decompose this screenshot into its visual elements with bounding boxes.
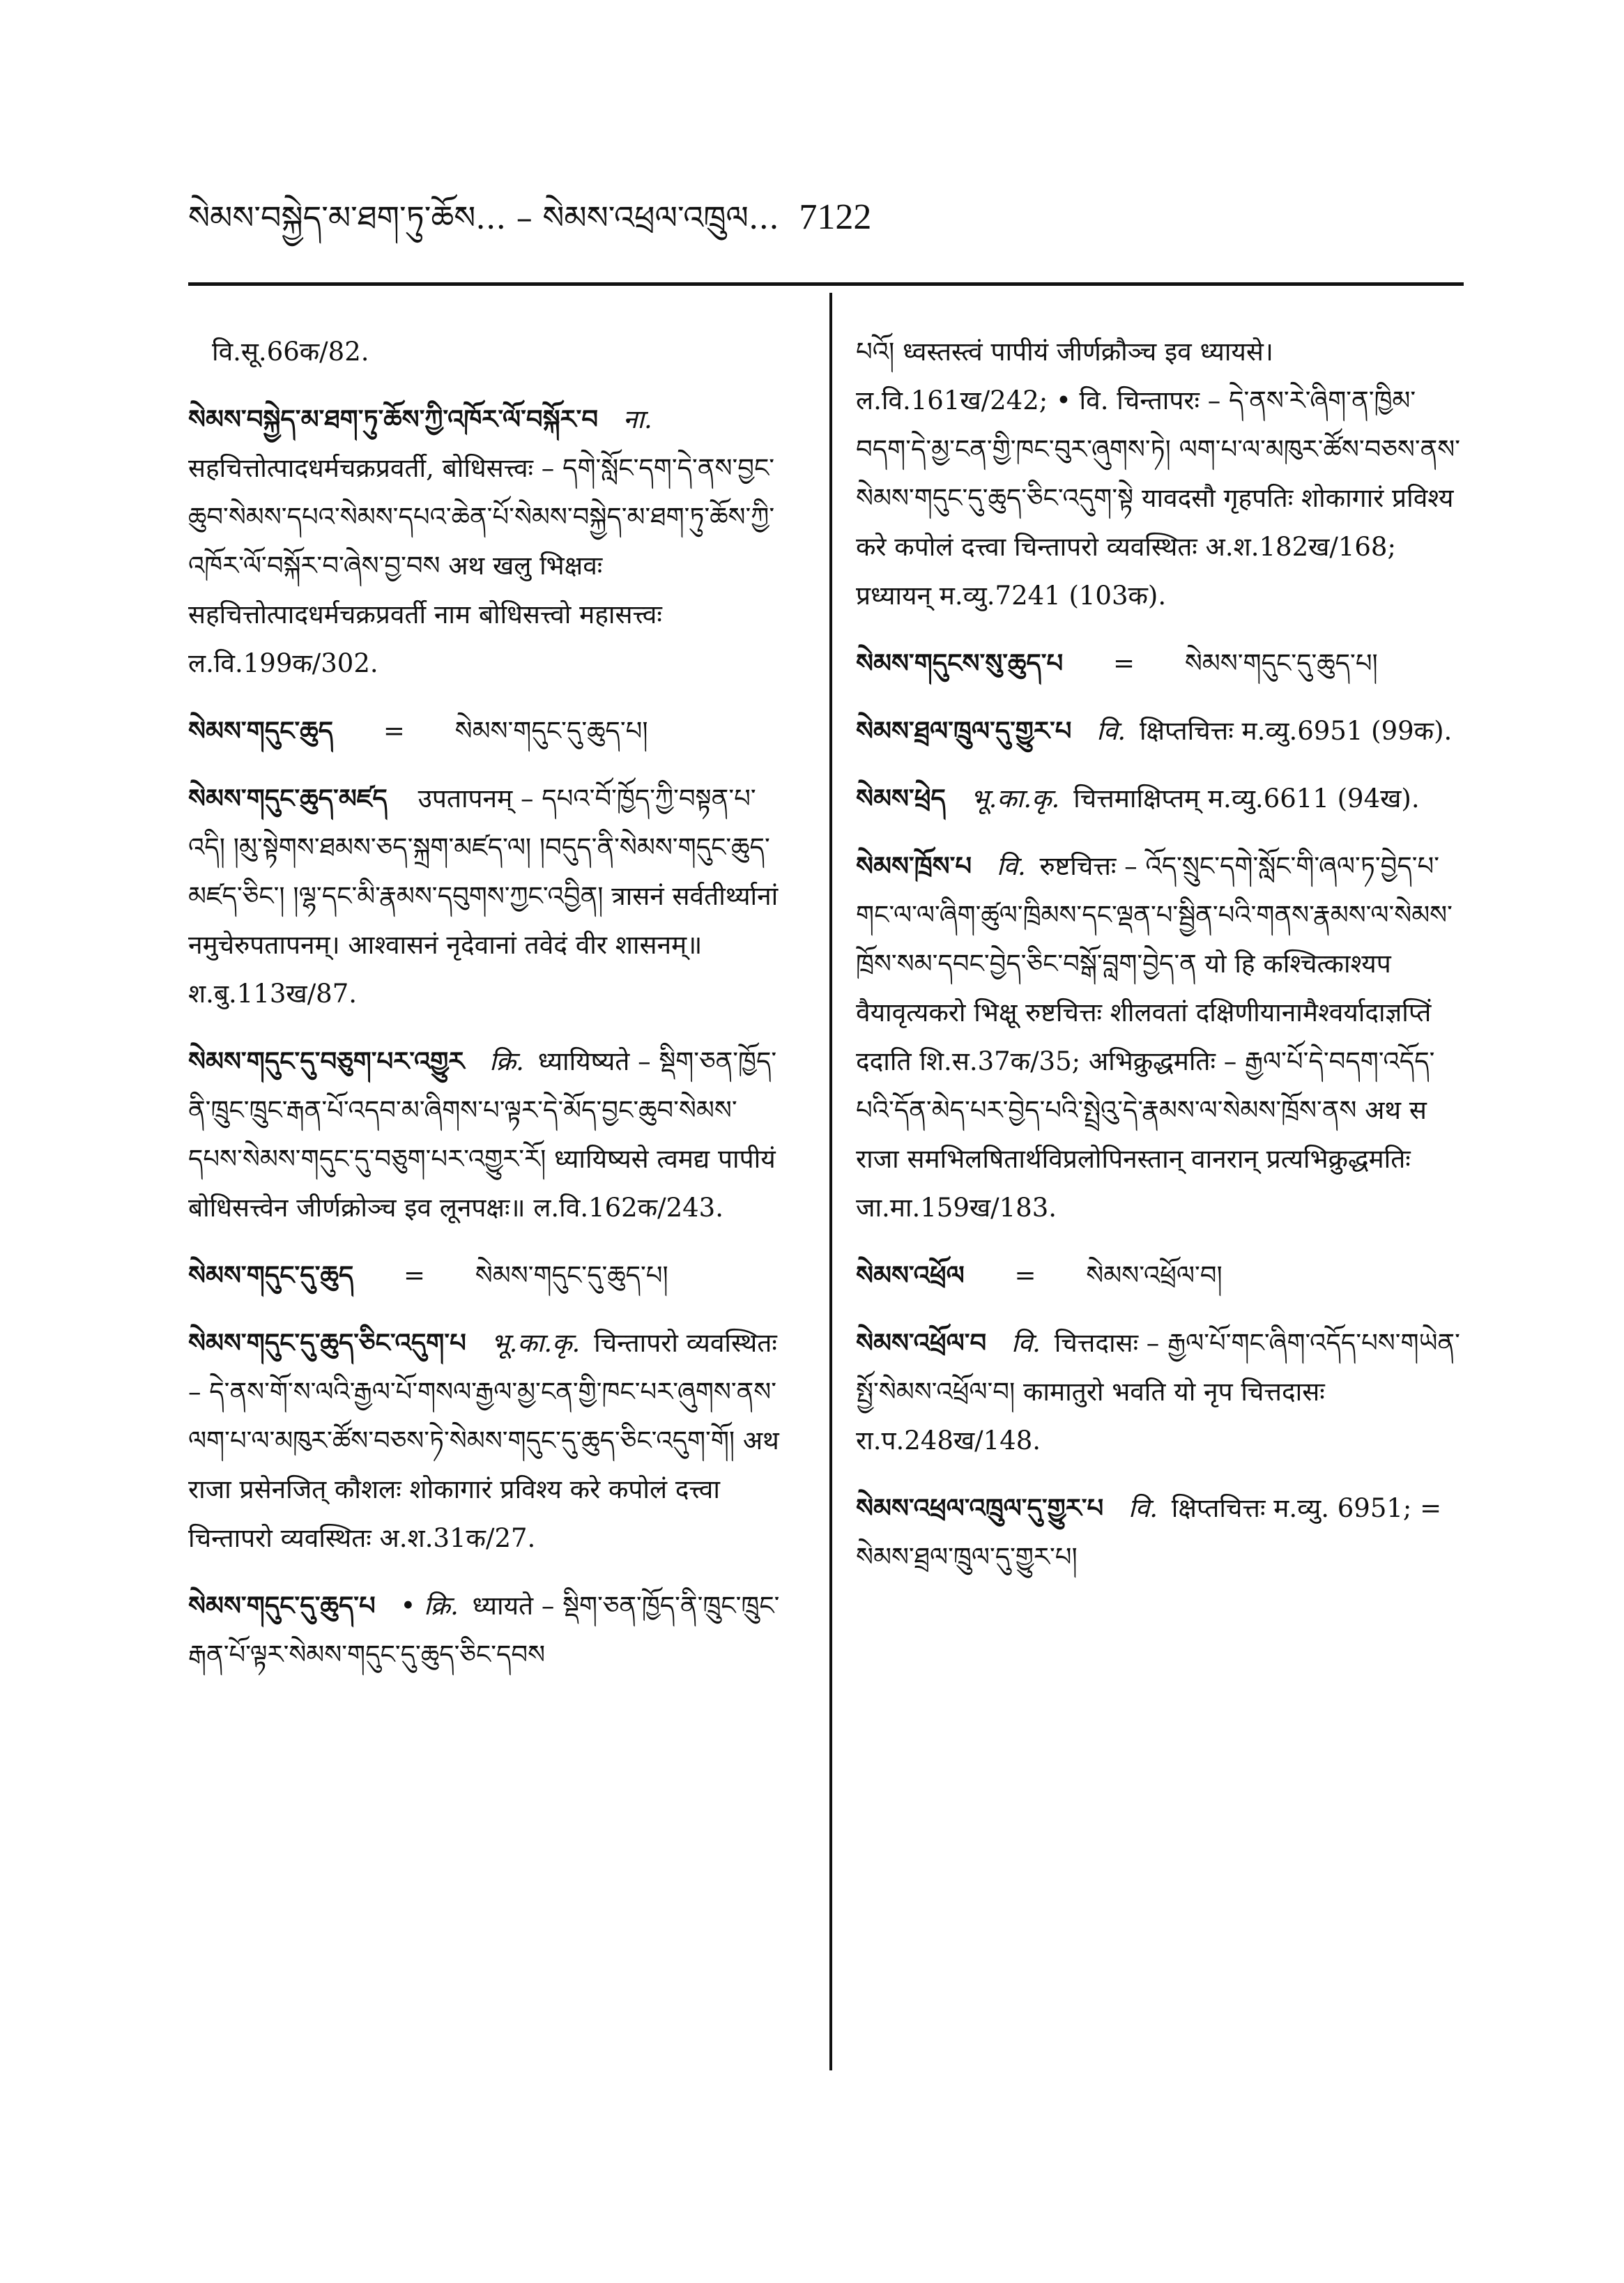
headword: སེམས་འཕྲལ་འཁྲུལ་དུ་གྱུར་པ — [856, 1492, 1104, 1523]
grammar-label: वि. — [1096, 716, 1126, 746]
definition: चित्तदासः – རྒྱལ་པོ་གང་ཞིག་འདོད་པས་གཡེན་སྤྱོ་སེམས་འཕྲོལ་བ། कामातुरो भवति यो नृप चित्तदासः रा.प.248ख/148. — [856, 1328, 1460, 1456]
headword: སེམས་འཕྲོལ — [856, 1260, 965, 1290]
headword: སེམས་གདུང་དུ་ཆུད་ཅིང་འདུག་པ — [188, 1327, 466, 1358]
equals-sign: = — [1113, 648, 1135, 678]
definition: सहचित्तोत्पादधर्मचक्रप्रवर्ती, बोधिसत्त्वः – དགེ་སློང་དག་དེ་ནས་བྱང་ཆུབ་སེམས་དཔའ་སེམས་དཔའ་ཆེན་པོ་སེམས་བསྐྱེད་མ་ཐག་ཏུ་ཆོས་ཀྱི་འཁོར་ལོ་བསྐོར་བ་ཞེས་བྱ་བས अथ खलु भिक्षवः सहचित्तोत्पादधर्मचक्रप्रवर्ती नाम बोधिसत्त्वो महासत्त्वः ल.वि.199क/302. — [188, 453, 775, 678]
equals-sign: = — [1014, 1260, 1036, 1290]
definition: चिन्तापरो व्यवस्थितः – དེ་ནས་གོ་ས་ལའི་རྒྱལ་པོ་གསལ་རྒྱལ་མྱ་ངན་གྱི་ཁང་པར་ཞུགས་ནས་ལག་པ་ལ་མཁུར་ཚོས་བཅས་ཏེ་སེམས་གདུང་དུ་ཆུད་ཅིང་འདུག་གོ། अथ राजा प्रसेनजित् कौशलः शोकागारं प्रविश्य करे कपोलं दत्त्वा चिन्तापरो व्यवस्थितः अ.श.31क/27. — [188, 1328, 779, 1553]
header-title: སེམས་བསྐྱེད་མ་ཐག་ཏུ་ཆོས... – སེམས་འཕྲལ་འཁྲུལ... — [188, 199, 779, 236]
headword: སེམས་བསྐྱེད་མ་ཐག་ཏུ་ཆོས་ཀྱི་འཁོར་ལོ་བསྐོར་བ — [188, 404, 599, 434]
definition: ध्यायते – སྡིག་ཅན་ཁྱོད་ནི་ཁྲུང་ཁྲུང་རྒན་པོ་ལྟར་སེམས་གདུང་དུ་ཆུད་ཅིང་དབས — [188, 1591, 780, 1670]
definition: उपतापनम् – དཔའ་བོ་ཁྱོད་ཀྱི་བསྟན་པ་འདི། །མུ་སྟེགས་ཐམས་ཅད་སྐྲག་མཛད་ལ། །བདུད་ནི་སེམས་གདུང་ཆུད་མཛད་ཅིང་། །ལྷ་དང་མི་རྣམས་དབུགས་ཀྱང་འབྱིན། त्रासनं सर्वतीर्थ्यानां नमुचेरुपतापनम्। आश्वासनं नृदेवानां तवेदं वीर शासनम्॥ श.बु.113ख/87. — [188, 784, 779, 1009]
dictionary-entry — [856, 774, 1469, 823]
headword: སེམས་གདུང་ཆུད་མཛད — [188, 783, 388, 814]
grammar-label: वि. — [1011, 1328, 1041, 1358]
definition: चित्तमाक्षिप्तम् म.व्यु.6611 (94ख). — [1073, 784, 1420, 814]
grammar-label: भू.का.कृ. — [491, 1328, 581, 1358]
header-rule — [188, 282, 1464, 286]
dictionary-entry — [856, 706, 1469, 756]
dictionary-entry — [856, 639, 1469, 688]
entry-text: པའོ། ध्वस्तस्त्वं पापीयं जीर्णक्रौञ्च इव ध्यायसे। ल.वि.161ख/242; • वि. चिन्तापरः – དེ་ནས་རེ་ཞིག་ན་ཁྱིམ་བདག་དེ་མྱ་ངན་གྱི་ཁང་བུར་ཞུགས་ཏེ། ལག་པ་ལ་མཁུར་ཚོས་བཅས་ནས་སེམས་གདུང་དུ་ཆུད་ཅིང་འདུག་སྟེ यावदसौ गृहपतिः शोकागारं प्रविश्य करे कपोलं दत्त्वा चिन्तापरो व्यवस्थितः अ.श.182ख/168; प्रध्यायन् म.व्यु.7241 (103क). — [856, 337, 1461, 611]
headword: སེམས་གདུང་དུ་ཆུད — [188, 1260, 354, 1290]
headword: སེམས་ཐྲལ་ཁྲུལ་དུ་གྱུར་པ — [856, 715, 1072, 746]
dictionary-entry — [856, 1318, 1469, 1465]
definition: སེམས་གདུང་དུ་ཆུད་པ། — [1184, 648, 1378, 678]
headword: སེམས་ཕྲེད — [856, 783, 946, 814]
grammar-label: वि. — [996, 851, 1026, 881]
continuation-entry — [856, 328, 1469, 620]
entry-text: वि.सू.66क/82. — [212, 337, 369, 367]
definition: ध्यायिष्यते – སྡིག་ཅན་ཁྱོད་ནི་ཁྲུང་ཁྲུང་རྒན་པོ་འདབ་མ་ཞིགས་པ་ལྟར་དེ་མོད་བྱང་ཆུབ་སེམས་དཔས་སེམས་གདུང་དུ་བཅུག་པར་འགྱུར་རོ། ध्यायिष्यसे त्वमद्य पापीयं बोधिसत्त्वेन जीर्णक्रोञ्च इव लूनपक्षः॥ ल.वि.162क/243. — [188, 1046, 777, 1223]
dictionary-entry — [188, 774, 788, 1018]
grammar-label: • क्रि. — [400, 1591, 459, 1621]
definition: क्षिप्तचित्तः म.व्यु. 6951; = སེམས་ཐྲལ་ཁྲུལ་དུ་གྱུར་པ། — [856, 1493, 1442, 1572]
headword: སེམས་གདུངས་སུ་ཆུད་པ — [856, 648, 1064, 678]
headword: སེམས་ཁྲོས་པ — [856, 850, 972, 881]
headword: སེམས་གདུང་དུ་བཅུག་པར་འགྱུར — [188, 1046, 465, 1076]
right-column — [856, 328, 1469, 1600]
continuation-entry — [188, 328, 788, 376]
running-header — [188, 183, 871, 273]
grammar-label: वि. — [1128, 1493, 1158, 1523]
definition: སེམས་གདུང་དུ་ཆུད་པ། — [454, 716, 648, 746]
dictionary-entry — [856, 1483, 1469, 1582]
grammar-label: भू.का.कृ. — [970, 784, 1060, 814]
dictionary-entry — [188, 1037, 788, 1232]
column-divider — [829, 293, 832, 2070]
equals-sign: = — [404, 1260, 426, 1290]
headword: སེམས་གདུང་དུ་ཆུད་པ — [188, 1590, 376, 1621]
definition: रुष्टचित्तः – འོད་སྲུང་དགེ་སློང་གི་ཞལ་ཏ་བྱེད་པ་གང་ལ་ལ་ཞིག་ཚུལ་ཁྲིམས་དང་ལྡན་པ་སྦྱིན་པའི་གནས་རྣམས་ལ་སེམས་ཁྲོས་སམ་དབང་བྱེད་ཅིང་བསྒོ་བླག་བྱེད་ན यो हि कश्चित्काश्यप वैयावृत्यकरो भिक्षू रुष्टचित्तः शीलवतां दक्षिणीयानामैश्वर्यादाज्ञप्तिं ददाति शि.स.37क/35; अभिक्रुद्धमतिः – རྒྱལ་པོ་དེ་བདག་འདོད་པའི་དོན་མེད་པར་བྱེད་པའི་སྤྲེའུ་དེ་རྣམས་ལ་སེམས་ཁྲོས་ནས अथ स राजा समभिलषितार्थविप्रलोपिनस्तान् वानरान् प्रत्यभिक्रुद्धमतिः जा.मा.159ख/183. — [856, 851, 1453, 1223]
page-number: 7122 — [799, 197, 872, 237]
dictionary-entry — [188, 1581, 788, 1679]
dictionary-entry — [856, 1251, 1469, 1300]
definition: སེམས་གདུང་དུ་ཆུད་པ། — [475, 1260, 668, 1290]
headword: སེམས་གདུང་ཆུད — [188, 715, 334, 746]
dictionary-entry — [188, 395, 788, 688]
dictionary-entry — [188, 1318, 788, 1563]
grammar-label: ना. — [622, 404, 652, 434]
dictionary-entry — [856, 841, 1469, 1232]
grammar-label: क्रि. — [489, 1046, 524, 1076]
headword: སེམས་འཕྲོལ་བ — [856, 1327, 987, 1358]
dictionary-entry — [188, 1251, 788, 1300]
left-column — [188, 328, 788, 1697]
equals-sign: = — [383, 716, 405, 746]
definition: क्षिप्तचित्तः म.व्यु.6951 (99क). — [1139, 716, 1453, 746]
definition: སེམས་འཕྲོལ་བ། — [1086, 1260, 1223, 1290]
dictionary-entry — [188, 706, 788, 756]
